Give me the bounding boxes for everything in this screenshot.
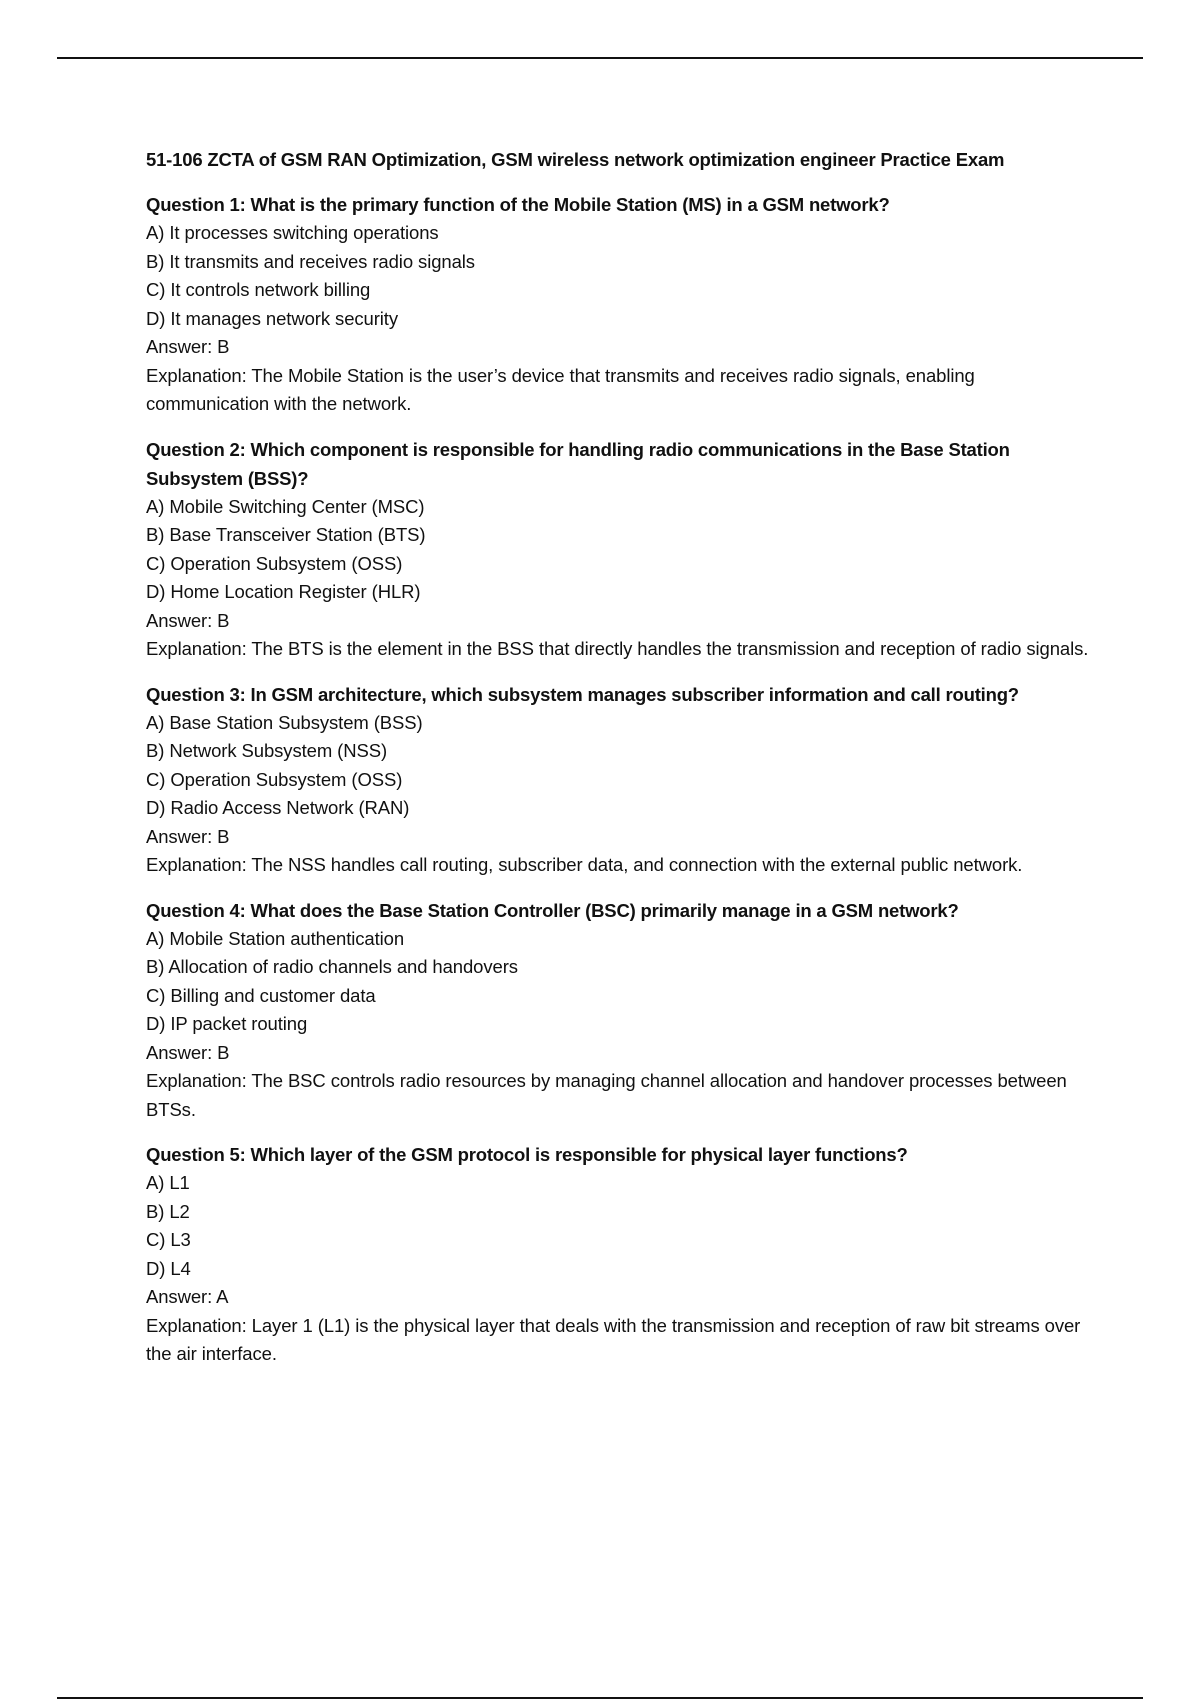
- option-d: D) It manages network security: [146, 307, 398, 329]
- option-a: A) Base Station Subsystem (BSS): [146, 711, 423, 733]
- option-b: B) It transmits and receives radio signals: [146, 250, 475, 272]
- question-text: Question 2: Which component is responsible for handling radio communications in the Base Station Subsystem (BSS)?: [146, 438, 1010, 489]
- answer: Answer: A: [146, 1286, 229, 1307]
- option-b: B) Allocation of radio channels and handovers: [146, 956, 518, 977]
- answer: Answer: B: [146, 336, 230, 357]
- option-b: B) L2: [146, 1200, 190, 1222]
- answer: Answer: B: [146, 825, 230, 847]
- explanation: Explanation: Layer 1 (L1) is the physical layer that deals with the transmission and reception of raw bit streams over the air interface.: [146, 1314, 1081, 1364]
- option-b: B) Base Transceiver Station (BTS): [146, 524, 426, 545]
- header-rule: [57, 57, 1143, 59]
- question-text: Question 1: What is the primary function of the Mobile Station (MS) in a GSM network?: [146, 194, 890, 215]
- option-c: C) Operation Subsystem (OSS): [146, 768, 403, 790]
- option-c: C) Billing and customer data: [146, 984, 376, 1006]
- option-b: B) Network Subsystem (NSS): [146, 740, 388, 761]
- explanation: Explanation: The BSC controls radio resources by managing channel allocation and handover processes between BTSs.: [146, 1070, 1067, 1120]
- option-a: A) Mobile Station authentication: [146, 927, 405, 949]
- option-c: C) L3: [146, 1229, 191, 1250]
- question-block-3: [146, 680, 1096, 880]
- explanation: Explanation: The Mobile Station is the user’s device that transmits and receives radio signals, enabling communication with the network.: [146, 364, 975, 414]
- question-block-5: [146, 1140, 1096, 1369]
- question-block-1: [146, 190, 1096, 419]
- question-text: Question 3: In GSM architecture, which subsystem manages subscriber information and call routing?: [146, 683, 1019, 705]
- option-d: D) Radio Access Network (RAN): [146, 797, 410, 818]
- option-a: A) Mobile Switching Center (MSC): [146, 495, 425, 517]
- option-c: C) Operation Subsystem (OSS): [146, 552, 403, 574]
- explanation: Explanation: The BTS is the element in the BSS that directly handles the transmission and reception of radio signals.: [146, 638, 1089, 659]
- answer: Answer: B: [146, 609, 230, 631]
- question-block-2: [146, 435, 1096, 664]
- document-body: [146, 146, 1096, 1385]
- answer: Answer: B: [146, 1041, 230, 1063]
- option-c: C) It controls network billing: [146, 279, 371, 300]
- option-d: D) L4: [146, 1257, 191, 1279]
- document-title: 51-106 ZCTA of GSM RAN Optimization, GSM wireless network optimization engineer Practice Exam: [146, 149, 1005, 170]
- option-a: A) L1: [146, 1172, 190, 1193]
- footer-rule: [57, 1697, 1143, 1699]
- question-text: Question 5: Which layer of the GSM protocol is responsible for physical layer functions?: [146, 1144, 908, 1165]
- question-text: Question 4: What does the Base Station Controller (BSC) primarily manage in a GSM network?: [146, 899, 959, 921]
- option-a: A) It processes switching operations: [146, 222, 439, 243]
- question-block-4: [146, 896, 1096, 1125]
- option-d: D) Home Location Register (HLR): [146, 581, 421, 602]
- option-d: D) IP packet routing: [146, 1013, 308, 1034]
- explanation: Explanation: The NSS handles call routing, subscriber data, and connection with the external public network.: [146, 854, 1023, 875]
